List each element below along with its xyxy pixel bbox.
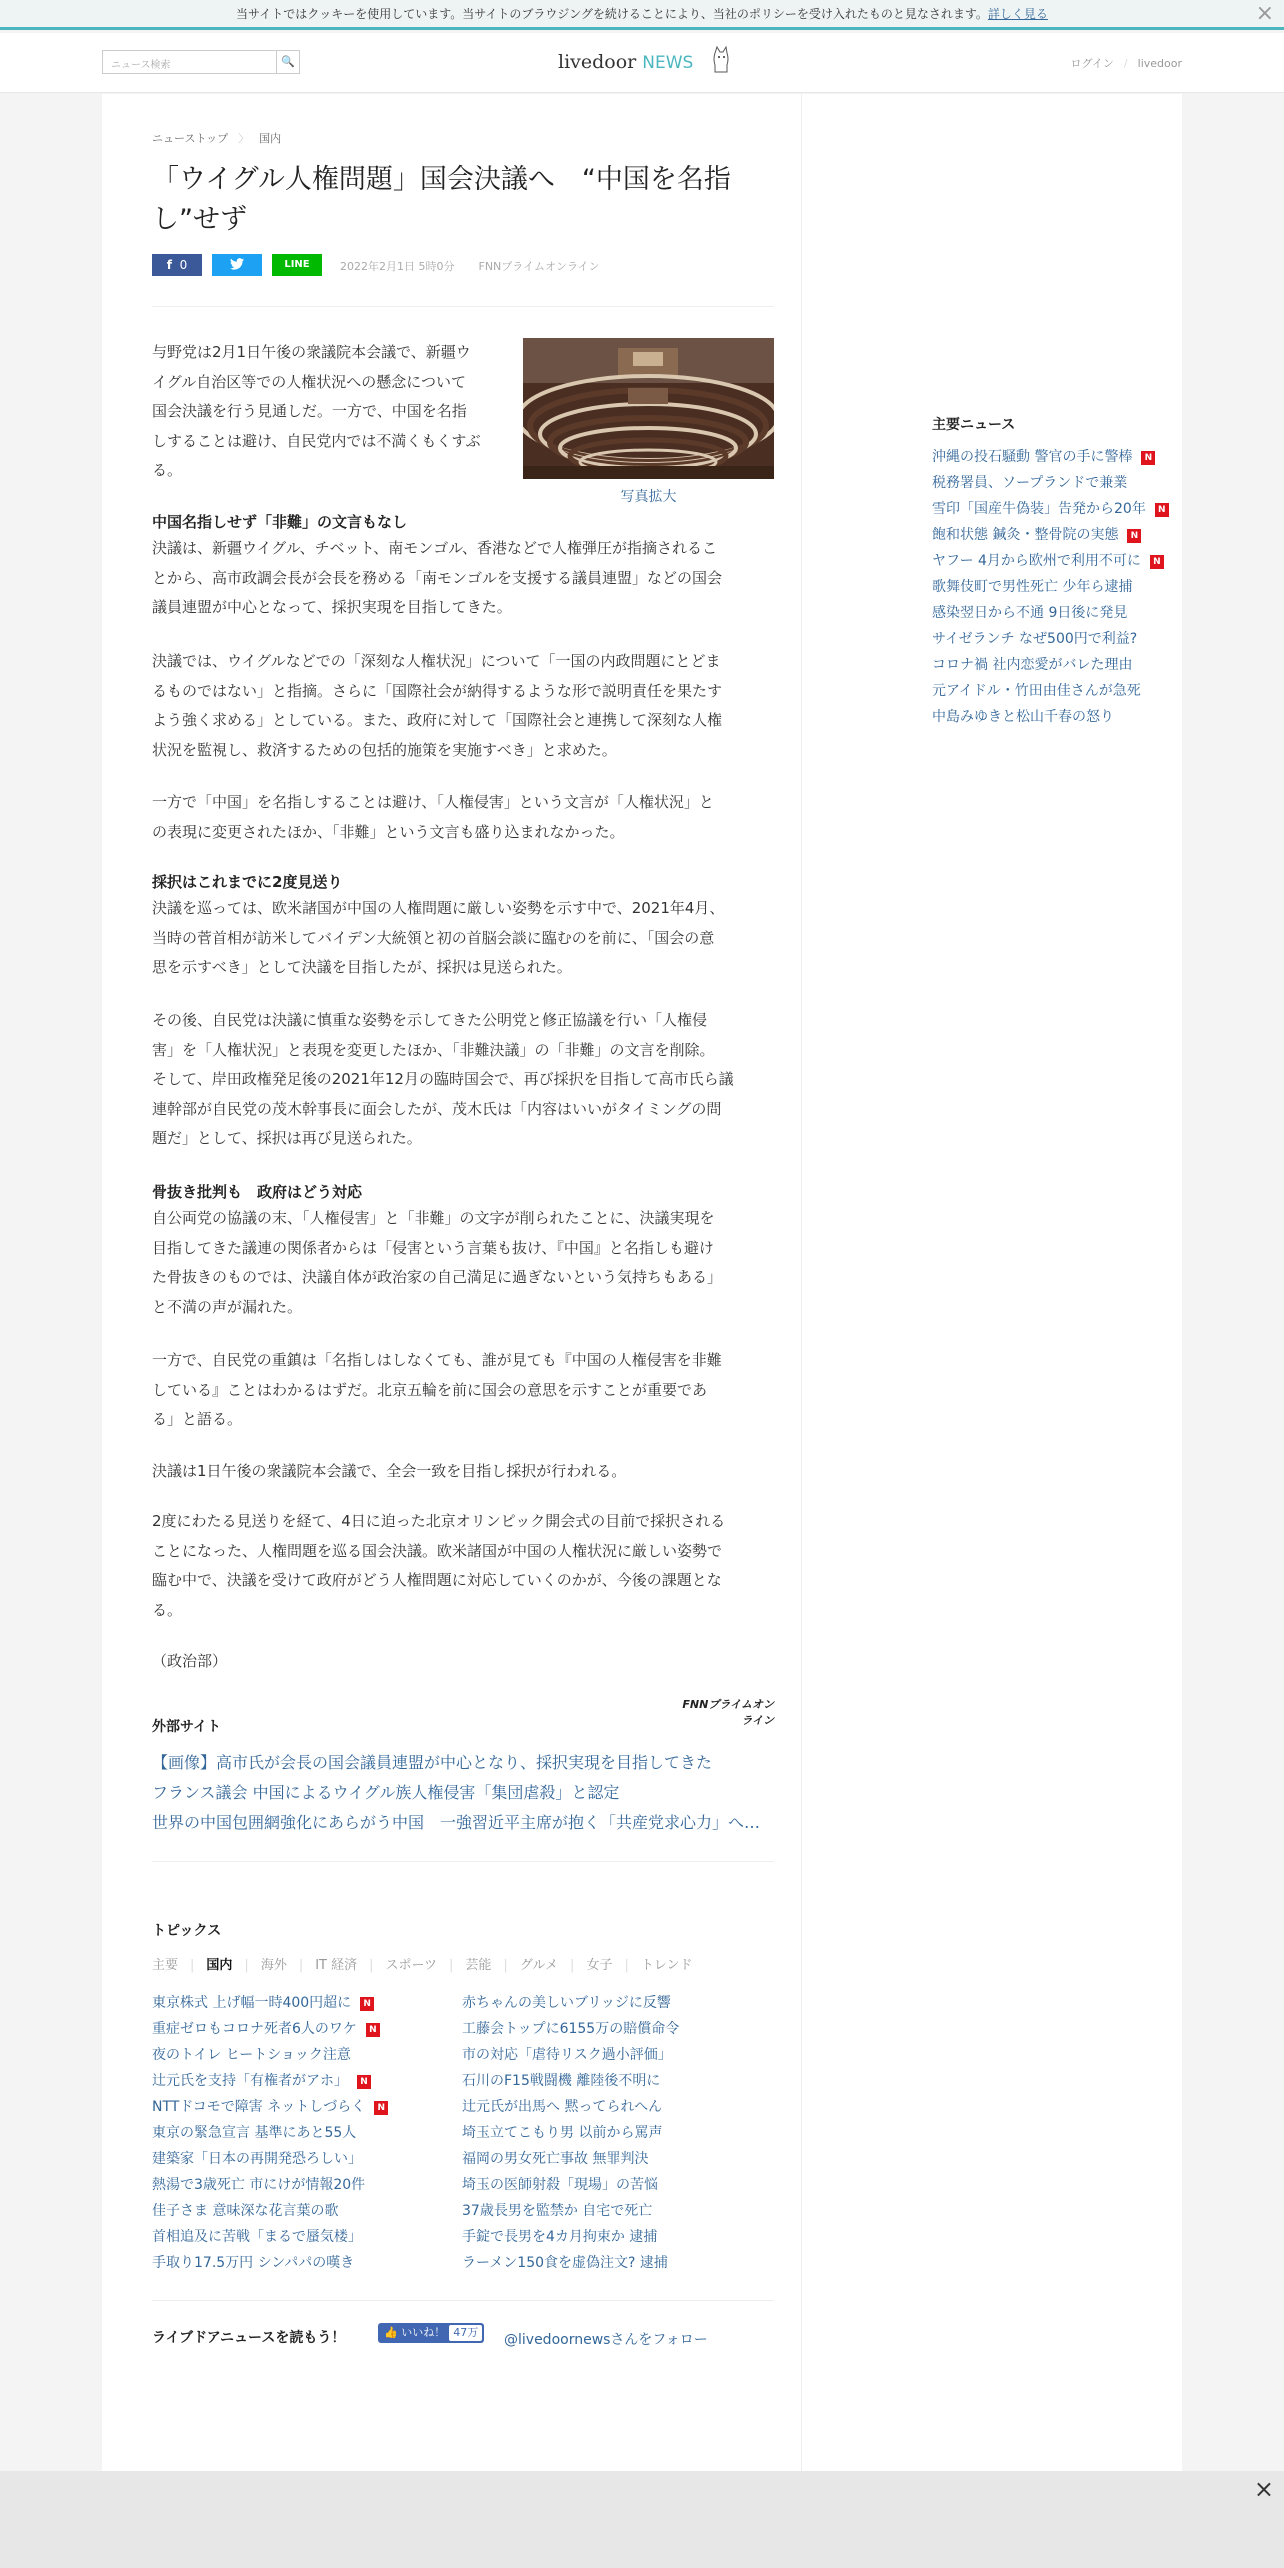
logo-news: NEWS <box>642 53 694 73</box>
mascot-icon <box>711 45 731 73</box>
topic-link[interactable]: 工藤会トップに6155万の賠償命令 <box>462 2021 680 2037</box>
tab-it-economy[interactable]: IT 経済 <box>315 1958 358 1973</box>
like-count: 47万 <box>449 2325 482 2341</box>
paragraph-1: 与野党は2月1日午後の衆議院本会議で、新疆ウ イグル自治区等での人権状況への懸念について 国会決議を行う見通しだ。一方で、中国を名指 しすることは避け、自民党内では不満くもくすぶ る。 <box>152 343 481 479</box>
livedoor-link[interactable]: livedoor <box>1137 57 1182 70</box>
page-body <box>102 94 1182 2471</box>
tab-trend[interactable]: トレンド <box>640 1958 693 1973</box>
paragraph-9: 決議は1日午後の衆議院本会議で、全会一致を目指し採択が行われる。 <box>152 1462 627 1480</box>
cookie-text: 当サイトではクッキーを使用しています。当サイトのブラウジングを続けることにより、当社のポリシーを受け入れたものと見なされます。 <box>236 7 988 21</box>
subheading-1: 中国名指しせず「非難」の文言もなし <box>152 513 408 531</box>
divider: / <box>1123 57 1128 70</box>
divider <box>152 2300 774 2301</box>
new-badge: N <box>374 2101 388 2115</box>
diet-chamber-photo <box>523 338 774 479</box>
topic-link[interactable]: 石川のF15戦闘機 離陸後不明に <box>462 2073 661 2089</box>
paragraph-8: 一方で、自民党の重鎮は「名指しはしなくても、誰が見ても『中国の人権侵害を非難 している』ことはわかるはずだ。北京五輪を前に国会の意思を示すことが重要であ る」と語る。 <box>152 1351 722 1428</box>
tab-entertainment[interactable]: 芸能 <box>465 1958 492 1973</box>
topic-link[interactable]: 手錠で長男を4カ月拘束か 逮捕 <box>462 2229 658 2245</box>
tab-women[interactable]: 女子 <box>586 1958 613 1973</box>
line-share-button[interactable]: LINE <box>272 254 322 276</box>
sidebar-title: 主要ニュース <box>932 417 1016 433</box>
site-header <box>0 33 1284 93</box>
fnn-logo: FNNプライムオンライン <box>682 1698 774 1727</box>
new-badge: N <box>1127 529 1141 543</box>
topic-link[interactable]: 辻元氏を支持「有権者がアホ」 N <box>152 2070 371 2090</box>
new-badge: N <box>366 2023 380 2037</box>
article-photo[interactable] <box>523 338 774 479</box>
article-source[interactable]: FNNプライムオンライン <box>478 260 600 273</box>
sidebar-news-link[interactable]: 雪印「国産牛偽装」告発から20年 N <box>932 498 1169 518</box>
cookie-banner <box>0 0 1284 30</box>
topic-link[interactable]: 手取り17.5万円 シンパパの嘆き <box>152 2255 355 2271</box>
tab-domestic[interactable]: 国内 <box>206 1958 233 1973</box>
search-icon[interactable]: 🔍 <box>276 50 300 74</box>
topic-link[interactable]: 37歳長男を監禁か 自宅で死亡 <box>462 2203 653 2219</box>
site-logo[interactable] <box>558 49 731 77</box>
new-badge: N <box>1150 555 1164 569</box>
sidebar-news-link[interactable]: 感染翌日から不通 9日後に発見 <box>932 605 1128 621</box>
share-bar <box>152 254 774 276</box>
facebook-like-button[interactable]: 👍 いいね！ 47万 <box>378 2323 484 2343</box>
follow-text: ライブドアニュースを読もう！ <box>152 2330 346 2346</box>
topics-tabs: 主要 | 国内 | 海外 | IT 経済 | スポーツ | 芸能 | グルメ | 女子 | トレンド <box>152 1954 693 1973</box>
paragraph-3: 決議では、ウイグルなどでの「深刻な人権状況」について「一国の内政問題にとどま るものではない」と指摘。さらに「国際社会が納得するような形で説明責任を果たす よう強く求める」としている。また、政府に対して「国際社会と連携して深刻な人権 状況を監視し、救済するための包括的施策を実施すべき」と求めた。 <box>152 652 723 759</box>
tab-gourmet[interactable]: グルメ <box>519 1958 559 1973</box>
topic-link[interactable]: 福岡の男女死亡事故 無罪判決 <box>462 2151 649 2167</box>
topics-title: トピックス <box>152 1923 222 1939</box>
external-link[interactable]: 【画像】高市氏が会長の国会議員連盟が中心となり、採択実現を目指してきた <box>152 1753 713 1772</box>
divider <box>152 306 774 307</box>
sidebar-news-link[interactable]: 歌舞伎町で男性死亡 少年ら逮捕 <box>932 579 1133 595</box>
article-meta <box>340 258 600 274</box>
sidebar-news-link[interactable]: 沖縄の投石騒動 警官の手に警棒 N <box>932 446 1155 466</box>
photo-enlarge-link[interactable]: 写真拡大 <box>620 489 677 505</box>
article-date: 2022年2月1日 5時0分 <box>340 260 455 273</box>
new-badge: N <box>360 1997 374 2011</box>
main-column <box>102 94 802 2471</box>
topic-link[interactable]: 赤ちゃんの美しいブリッジに反響 <box>462 1995 671 2011</box>
paragraph-10: 2度にわたる見送りを経て、4日に迫った北京オリンピック開会式の目前で採択される ことになった、人権問題を巡る国会決議。欧米諸国が中国の人権状況に厳しい姿勢で 臨む中で、決議を受けて政府がどう人権問題に対応していくのかが、今後の課題とな る。 <box>152 1512 726 1619</box>
topic-link[interactable]: 東京株式 上げ幅一時400円超に N <box>152 1992 374 2012</box>
new-badge: N <box>1141 451 1155 465</box>
topic-link[interactable]: 東京の緊急宣言 基準にあと55人 <box>152 2125 357 2141</box>
paragraph-4: 一方で「中国」を名指しすることは避け、「人権侵害」という文言が「人権状況」と の表現に変更されたほか、「非難」という文言も盛り込まれなかった。 <box>152 793 714 841</box>
topic-link[interactable]: 辻元氏が出馬へ 黙ってられへん <box>462 2099 663 2115</box>
tab-sports[interactable]: スポーツ <box>385 1958 438 1973</box>
divider <box>152 1861 774 1862</box>
close-icon[interactable]: × <box>1255 1 1274 26</box>
bottom-ad-bar <box>0 2471 1284 2568</box>
breadcrumb-home[interactable]: ニューストップ <box>152 132 229 145</box>
paragraph-5: 決議を巡っては、欧米諸国が中国の人権問題に厳しい姿勢を示す中で、2021年4月、 当時の菅首相が訪米してバイデン大統領と初の首脳会談に臨むのを前に、「国会の意 思を示すべき」として決議を目指したが、採択は見送られた。 <box>152 899 725 976</box>
new-badge: N <box>1155 503 1169 517</box>
paragraph-6: その後、自民党は決議に慎重な姿勢を示してきた公明党と修正協議を行い「人権侵 害」を「人権状況」と表現を変更したほか、「非難決議」の「非難」の文言を削除。 そして、岸田政権発足後の2021年12月の臨時国会で、再び採択を目指して高市氏ら議 連幹部が自民党の茂木幹事長に面会したが、茂木氏は「内容はいいがタイミングの問 題だ」として、採択は再び見送られた。 <box>152 1011 734 1147</box>
logo-text: livedoor <box>558 51 637 73</box>
external-link[interactable]: 世界の中国包囲網強化にあらがう中国 一強習近平主席が抱く「共産党求心力」へ… <box>152 1813 761 1832</box>
topic-link[interactable]: ラーメン150食を虚偽注文? 逮捕 <box>462 2255 668 2271</box>
search-input[interactable] <box>102 50 300 74</box>
topic-link[interactable]: 埼玉の医師射殺「現場」の苦悩 <box>462 2177 658 2193</box>
external-title: 外部サイト <box>152 1719 222 1735</box>
topic-link[interactable]: 市の対応「虐待リスク過小評価」 <box>462 2047 672 2063</box>
breadcrumb-category[interactable]: 国内 <box>259 132 282 145</box>
article-title: 「ウイグル人権問題」国会決議へ “中国を名指し”せず <box>152 164 731 235</box>
paragraph-11: （政治部） <box>152 1652 228 1670</box>
login-link[interactable]: ログイン <box>1070 57 1114 70</box>
sidebar-news-link[interactable]: 税務署員、ソープランドで兼業 <box>932 475 1128 491</box>
header-links <box>1070 55 1182 71</box>
sidebar-news-link[interactable]: 元アイドル・竹田由佳さんが急死 <box>932 683 1141 699</box>
topic-link[interactable]: 熱湯で3歳死亡 市にけが情報20件 <box>152 2177 366 2193</box>
new-badge: N <box>357 2075 371 2089</box>
topic-link[interactable]: 埼玉立てこもり男 以前から罵声 <box>462 2125 663 2141</box>
subheading-2: 採択はこれまでに2度見送り <box>152 873 343 891</box>
sidebar-news-link[interactable]: 中島みゆきと松山千春の怒り <box>932 709 1114 725</box>
topic-link[interactable]: 建築家「日本の再開発恐ろしい」 <box>152 2151 362 2167</box>
topic-link[interactable]: 佳子さま 意味深な花言葉の歌 <box>152 2203 339 2219</box>
facebook-share-button[interactable]: f 0 <box>152 254 202 276</box>
topic-link[interactable]: NTTドコモで障害 ネットしづらく N <box>152 2096 388 2116</box>
search-placeholder: ニュース検索 <box>111 60 171 71</box>
paragraph-7: 自公両党の協議の末、「人権侵害」と「非難」の文字が削られたことに、決議実現を 目指してきた議連の関係者からは「侵害という言葉も抜け、『中国』と名指しも避け た骨抜きのものでは、決議自体が政治家の自己満足に過ぎないという気持ちもある」 と不満の声が漏れた。 <box>152 1209 723 1316</box>
sidebar-news-link[interactable]: ヤフー 4月から欧州で利用不可に N <box>932 550 1164 570</box>
topic-link[interactable]: 夜のトイレ ヒートショック注意 <box>152 2047 351 2063</box>
breadcrumb-sep: 〉 <box>238 132 250 145</box>
topic-link[interactable]: 重症ゼロもコロナ死者6人のワケ N <box>152 2018 380 2038</box>
twitter-share-button[interactable] <box>212 254 262 276</box>
sidebar-news-link[interactable]: 飽和状態 鍼灸・整骨院の実態 N <box>932 524 1141 544</box>
external-link[interactable]: フランス議会 中国によるウイグル族人権侵害「集団虐殺」と認定 <box>152 1783 620 1802</box>
topic-link[interactable]: 首相追及に苦戦「まるで蜃気楼」 <box>152 2229 362 2245</box>
tab-world[interactable]: 海外 <box>260 1958 287 1973</box>
tab-main[interactable]: 主要 <box>152 1958 179 1973</box>
sidebar-news-link[interactable]: コロナ禍 社内恋愛がバレた理由 <box>932 657 1133 673</box>
twitter-icon <box>230 258 244 270</box>
subheading-3: 骨抜き批判も 政府はどう対応 <box>152 1183 363 1201</box>
sidebar-news-link[interactable]: サイゼランチ なぜ500円で利益? <box>932 631 1138 647</box>
twitter-follow-link[interactable]: @livedoornewsさんをフォロー <box>504 2332 708 2348</box>
cookie-more-link[interactable]: 詳しく見る <box>987 7 1048 21</box>
breadcrumb <box>152 130 281 146</box>
paragraph-2: 決議は、新疆ウイグル、チベット、南モンゴル、香港などで人権弾圧が指摘されるこ とから、高市政調会長が会長を務める「南モンゴルを支援する議員連盟」などの国会 議員連盟が中心となって、採択実現を目指してきた。 <box>152 539 723 616</box>
close-icon[interactable]: × <box>1253 2475 1274 2503</box>
